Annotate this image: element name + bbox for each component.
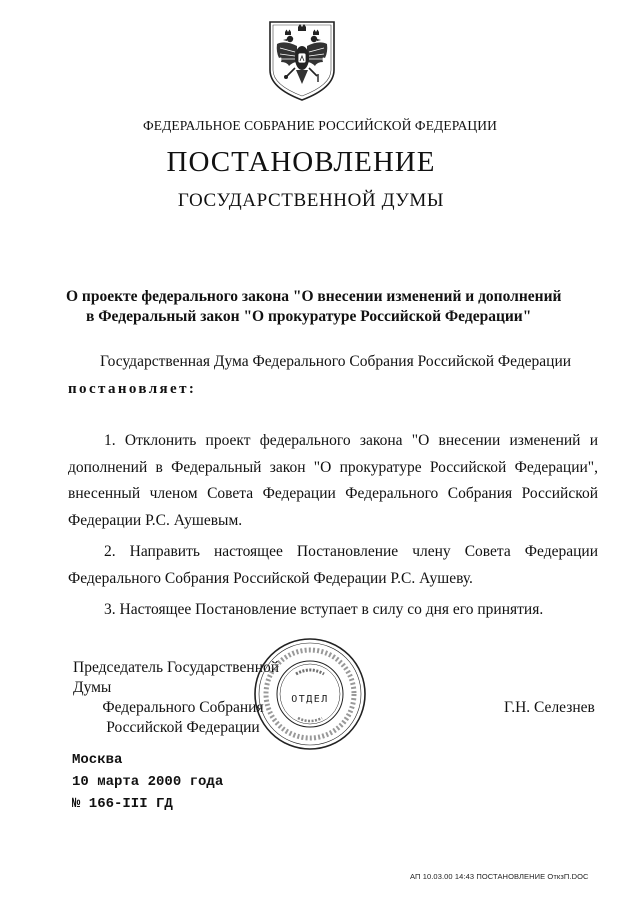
decree-item-2: 2. Направить настоящее Постановление члену Совета Федерации Федерального Собрания Российской Федерации Р.С. Аушеву.: [68, 543, 598, 587]
document-date: 10 марта 2000 года: [72, 774, 224, 790]
signatory-title-line-1: Председатель Государственной Думы: [73, 659, 280, 696]
signatory-title-line-2: Федерального Собрания: [102, 699, 264, 716]
stamp-text: ОТДЕЛ: [291, 694, 329, 705]
signatory-title-line-3: Российской Федерации: [106, 719, 260, 736]
place-of-signing: Москва: [72, 752, 123, 768]
subject-line-2: в Федеральный закон "О прокуратуре Российской Федерации": [86, 308, 532, 325]
decree-item-1: 1. Отклонить проект федерального закона "О внесении изменений и дополнений в Федеральный закон "О прокуратуре Российской Федерации", внесенный членом Совета Федерации Федерального Собрания Российской Федерации Р.С. Аушевым.: [68, 432, 598, 529]
round-seal-stamp-icon: [252, 636, 368, 752]
preamble-text: Государственная Дума Федерального Собрания Российской Федерации: [100, 353, 572, 370]
document-issuer-subtitle: ГОСУДАРСТВЕННОЙ ДУМЫ: [177, 190, 445, 211]
document-subject: [66, 287, 586, 327]
decree-items: [68, 428, 598, 629]
document-type-title: ПОСТАНОВЛЕНИЕ: [166, 146, 436, 178]
document-number: № 166-III ГД: [72, 796, 173, 812]
subject-line-1: О проекте федерального закона "О внесении изменений и дополнений: [66, 288, 562, 305]
signatory-name: Г.Н. Селезнев: [504, 699, 595, 716]
assembly-heading: ФЕДЕРАЛЬНОЕ СОБРАНИЕ РОССИЙСКОЙ ФЕДЕРАЦИИ: [143, 118, 497, 133]
decree-word: постановляет:: [68, 381, 197, 397]
russian-double-headed-eagle-icon: [267, 18, 337, 102]
decree-item-3: 3. Настоящее Постановление вступает в силу со дня его принятия.: [104, 601, 544, 618]
file-reference: АП 10.03.00 14:43 ПОСТАНОВЛЕНИЕ ОткзП.DOC: [410, 872, 589, 881]
